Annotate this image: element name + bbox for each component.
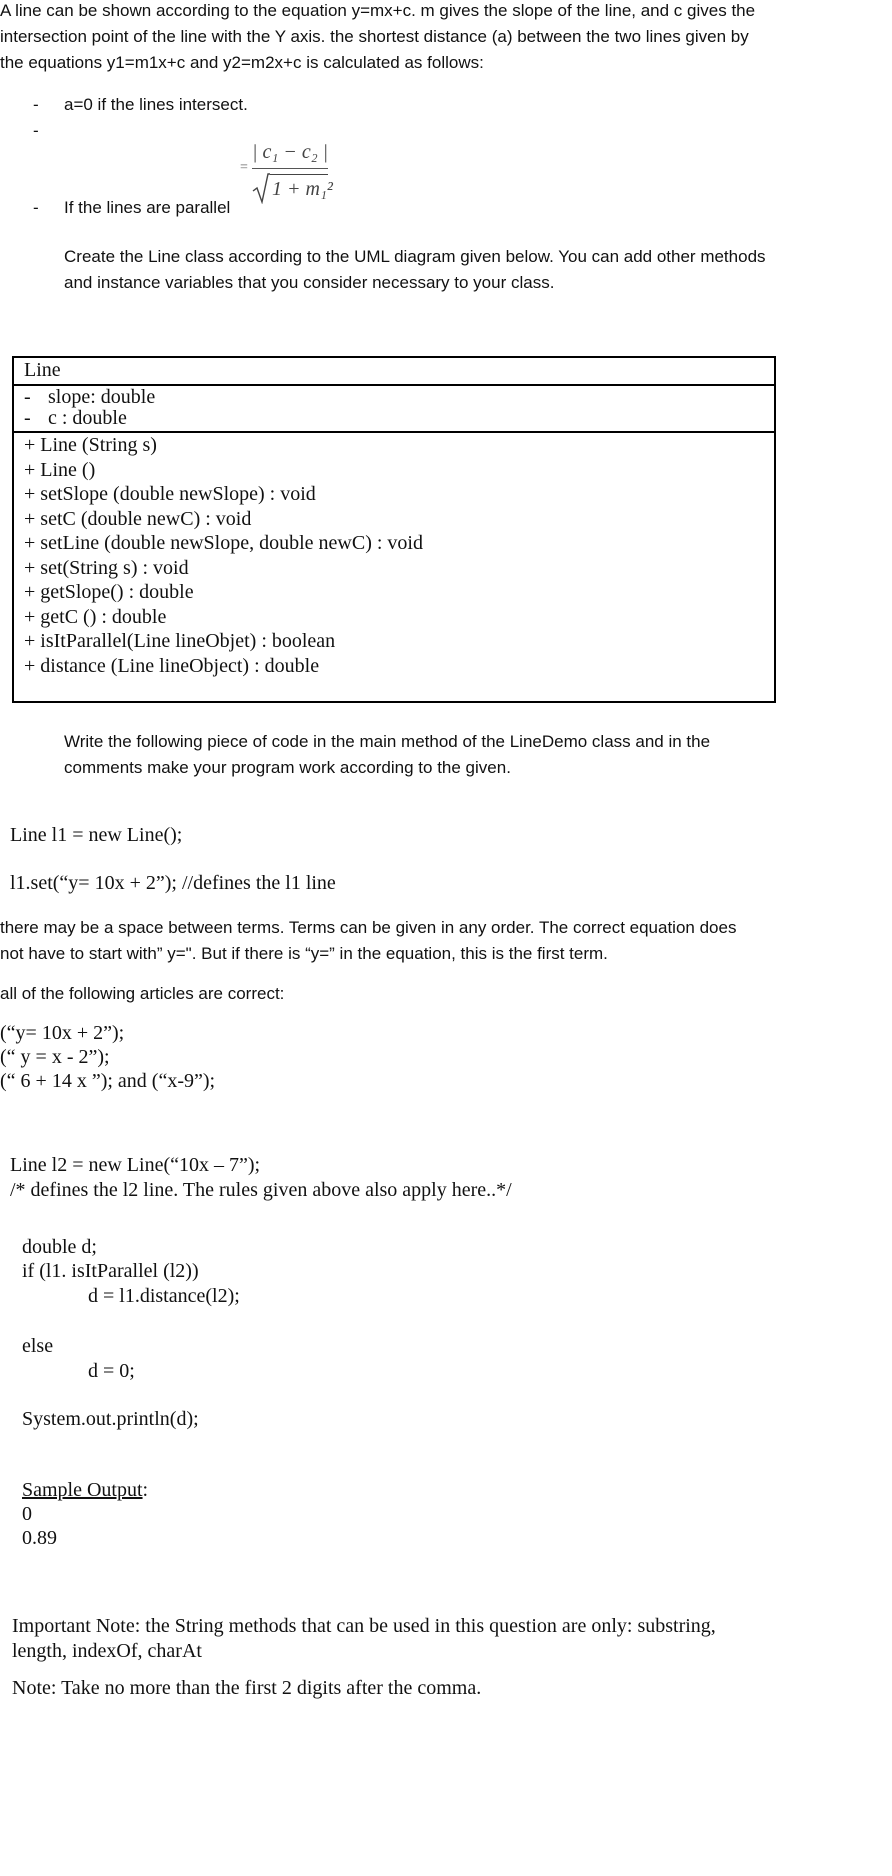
uml-attr-text: c : double <box>48 407 127 429</box>
instruction-line: Create the Line class according to the UML diagram given below. You can add other methods <box>64 247 766 266</box>
uml-method: + set(String s) : void <box>24 556 189 579</box>
digits-note: Note: Take no more than the first 2 digits after the comma. <box>12 1677 482 1699</box>
sample-output-title: Sample Output <box>22 1479 143 1501</box>
uml-attr-dash: - <box>24 386 31 408</box>
uml-method: + setSlope (double newSlope) : void <box>24 483 316 505</box>
uml-attributes-row <box>14 386 774 433</box>
bullet-dash: - <box>33 121 39 140</box>
uml-attr-dash: - <box>24 407 31 429</box>
uml-methods-row <box>14 433 774 678</box>
rules-line: there may be a space between terms. Terms can be given in any order. The correct equation does <box>0 918 737 937</box>
sqrt-icon <box>252 172 270 204</box>
code-comment: /* defines the l2 line. The rules given above also apply here..*/ <box>10 1179 512 1201</box>
sample-output-colon: : <box>142 1479 149 1501</box>
code-line: System.out.println(d); <box>22 1408 199 1430</box>
sqrt-overline <box>270 174 328 175</box>
fraction-bar <box>252 168 328 169</box>
code-line: if (l1. isItParallel (l2)) <box>22 1260 199 1282</box>
instruction-line: comments make your program work according to the given. <box>64 758 511 777</box>
instruction-line: Write the following piece of code in the main method of the LineDemo class and in the <box>64 732 711 751</box>
sample-output-value: 0.89 <box>22 1527 57 1549</box>
bullet-parallel: If the lines are parallel <box>64 198 231 217</box>
instruction-line: and instance variables that you consider necessary to your class. <box>64 273 555 292</box>
uml-class-name: Line <box>24 359 61 381</box>
rules-paragraph <box>0 915 736 967</box>
intro-paragraph <box>0 0 755 76</box>
bullet-intersect: a=0 if the lines intersect. <box>64 95 248 114</box>
formula-numerator: | c₁ − c₂ | <box>252 141 329 163</box>
intro-line: A line can be shown according to the equation y=mx+c. m gives the slope of the line, and c gives the <box>0 1 756 20</box>
example-line: (“ 6 + 14 x ”); and (“x-9”); <box>0 1070 216 1092</box>
code-line: d = l1.distance(l2); <box>88 1285 240 1307</box>
uml-class-name-row <box>14 358 774 386</box>
uml-attr-text: slope: double <box>48 386 156 408</box>
sample-output-label <box>22 1478 148 1503</box>
example-line: (“y= 10x + 2”); <box>0 1022 125 1044</box>
code-line: else <box>22 1335 54 1357</box>
uml-method: + getC () : double <box>24 605 167 628</box>
uml-method: + distance (Line lineObject) : double <box>24 654 320 677</box>
important-note: length, indexOf, charAt <box>12 1640 202 1662</box>
uml-method: + getSlope() : double <box>24 581 194 603</box>
bullet-dash: - <box>33 198 39 217</box>
rules-line: all of the following articles are correct: <box>0 984 285 1003</box>
rules-line: not have to start with” y=". But if there is “y=” in the equation, this is the first term. <box>0 944 608 963</box>
code-line: Line l1 = new Line(); <box>10 824 183 846</box>
code-line: d = 0; <box>88 1360 135 1382</box>
uml-method: + setLine (double newSlope, double newC) : void <box>24 532 423 554</box>
example-line: (“ y = x - 2”); <box>0 1046 110 1068</box>
uml-method: + isItParallel(Line lineObjet) : boolean <box>24 630 336 652</box>
uml-method: + Line (String s) <box>24 434 157 456</box>
bullet-dash: - <box>33 95 39 114</box>
formula-denominator: 1 + m₁² <box>272 178 333 200</box>
uml-method: + Line () <box>24 458 96 481</box>
code-line: double d; <box>22 1236 97 1258</box>
main-instruction <box>64 729 710 781</box>
important-note: Important Note: the String methods that can be used in this question are only: substring, <box>12 1615 716 1637</box>
formula-equals: = <box>240 160 248 175</box>
uml-attribute <box>14 408 774 429</box>
intro-line: the equations y1=m1x+c and y2=m2x+c is calculated as follows: <box>0 53 484 72</box>
distance-formula <box>240 140 340 206</box>
uml-method: + setC (double newC) : void <box>24 507 252 530</box>
uml-instruction <box>64 244 766 296</box>
uml-class-diagram <box>12 356 776 703</box>
uml-attribute <box>14 387 774 408</box>
code-line: l1.set(“y= 10x + 2”); //defines the l1 line <box>10 872 336 894</box>
code-line: Line l2 = new Line(“10x – 7”); <box>10 1154 261 1176</box>
examples-list <box>0 1021 215 1093</box>
intro-line: intersection point of the line with the Y axis. the shortest distance (a) between the two lines given by <box>0 27 749 46</box>
sample-output-value: 0 <box>22 1503 32 1525</box>
